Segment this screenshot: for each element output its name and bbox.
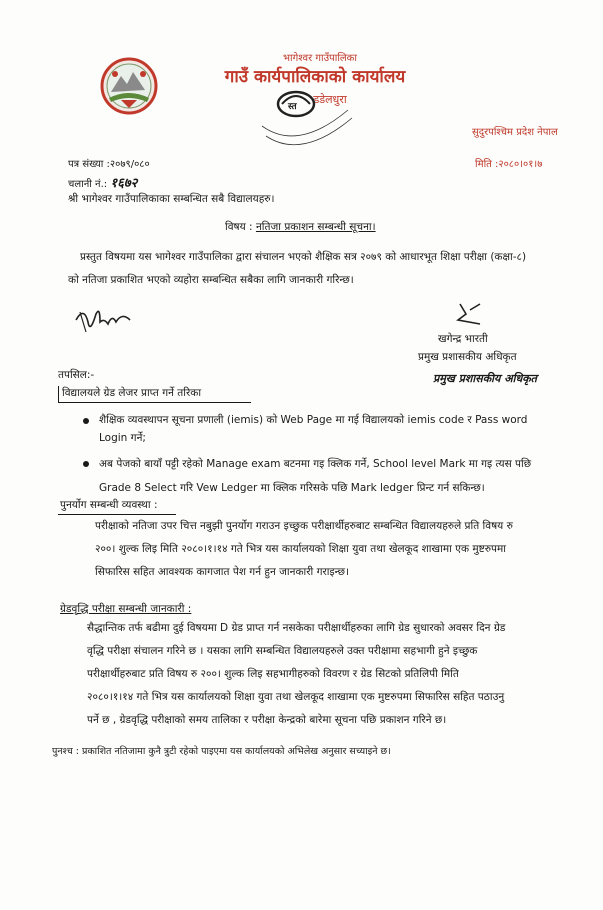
addressee: श्री भागेश्वर गाउँपालिकाका सम्बन्धित सबै विद्यालयहरु। <box>68 193 275 205</box>
svg-text:स्त: स्त <box>288 102 297 112</box>
signatory-name: खगेन्द्र भारती <box>438 333 488 345</box>
designation-stamp: प्रमुख प्रशासकीय अधिकृत <box>433 372 537 385</box>
bullet2-line2: Grade 8 Select गरि Vew Ledger मा क्लिक गरिसके पछि Mark ledger प्रिन्ट गर्न सकिन्छ। <box>99 482 485 494</box>
handwritten-signature-left <box>70 300 140 340</box>
municipality-name-small: भागेश्वर गाउँपालिका <box>283 53 357 64</box>
intro-line-2: को नतिजा प्रकाशित भएको व्यहोरा सम्बन्धित सबैका लागि जानकारी गरिन्छ। <box>68 274 354 286</box>
nepal-emblem-icon <box>97 54 161 118</box>
office-stamp-icon <box>248 82 358 162</box>
section3-line1: सैद्धान्तिक तर्फ बढीमा दुई विषयमा D ग्रेड प्राप्त गर्न नसकेका परीक्षार्थीहरुका लागि ग्रेड सुधारको अवसर दिन ग्रेड <box>87 622 506 634</box>
bullet-dot <box>83 418 89 424</box>
letter-date: मिति :२०८०।०१।७ <box>475 159 543 170</box>
subject-line <box>225 218 376 236</box>
subject-label: विषय : <box>225 221 253 233</box>
bullet-dot <box>83 461 89 467</box>
section3-line3: परीक्षार्थीहरुबाट प्रति विषय रु २००। शुल्क लिइ सहभागीहरुको विवरण र ग्रेड सिटको प्रतिलिपी मिति <box>87 668 459 680</box>
section3-line4: २०८०।१।१४ गते भित्र यस कार्यालयको शिक्षा युवा तथा खेलकूद शाखामा एक मुष्टरुपमा सिफारिस सहित पठाउनु <box>87 691 505 703</box>
subject-text: नतिजा प्रकाशन सम्बन्धी सूचना। <box>255 221 376 233</box>
section1-underline <box>58 402 251 403</box>
bullet1-line2: Login गर्ने; <box>99 432 146 444</box>
section2-underline <box>58 514 176 515</box>
section2-heading: पुनर्योग सम्बन्धी व्यवस्था : <box>60 499 158 511</box>
office-title: गाउँ कार्यपालिकाको कार्यालय <box>224 67 406 87</box>
section2-line3: सिफारिस सहित आवश्यक कागजात पेश गर्न हुन जानकारी गराइन्छ। <box>95 566 350 578</box>
dispatch-label: चलानी नं.: <box>68 179 108 190</box>
section3-heading: ग्रेडवृद्धि परीक्षा सम्बन्धी जानकारी : <box>60 603 192 615</box>
bullet2-line1: अब पेजको बायाँ पट्टी रहेको Manage exam बटनमा गइ क्लिक गर्ने, School level Mark मा गइ त्यस पछि <box>99 458 532 470</box>
section1-bracket <box>58 386 59 402</box>
office-address: डडेलधुरा <box>313 93 347 106</box>
section2-line2: २००। शुल्क लिइ मिति २०८०।१।१४ गते भित्र यस कार्यालयको शिक्षा युवा तथा खेलकूद शाखामा एक मुष्टरुपमा <box>95 543 507 555</box>
province-label: सुदुरपश्चिम प्रदेश नेपाल <box>472 127 558 138</box>
intro-line-1: प्रस्तुत विषयमा यस भागेश्वर गाउँपालिका द्वारा संचालन भएको शैक्षिक सत्र २०७९ को आधारभूत शिक्षा परीक्षा (कक्षा-८) <box>80 251 527 263</box>
section3-line5: पर्ने छ , ग्रेडवृद्धि परीक्षाको समय तालिका र परीक्षा केन्द्रको बारेमा सूचना पछि प्रकाशन गरिने छ। <box>87 714 447 726</box>
footnote: पुनश्च : प्रकाशित नतिजामा कुनै त्रुटी रहेको पाइएमा यस कार्यालयको अभिलेख अनुसार सच्याइने छ। <box>52 746 391 757</box>
section2-line1: परीक्षाको नतिजा उपर चित्त नबुझी पुनर्योग गराउन इच्छुक परीक्षार्थीहरुबाट सम्बन्धित विद्यालयहरुले प्रति विषय रु <box>95 520 513 532</box>
signatory-designation: प्रमुख प्रशासकीय अधिकृत <box>418 351 517 363</box>
dispatch-number <box>68 173 137 191</box>
dispatch-value: १६७२ <box>110 176 138 191</box>
details-label: तपसिल:- <box>58 369 95 381</box>
section1-heading: विद्यालयले ग्रेड लेजर प्राप्त गर्ने तरिका <box>62 387 202 399</box>
bullet1-line1: शैक्षिक व्यवस्थापन सूचना प्रणाली (iemis) को Web Page मा गई विद्यालयको iemis code र Pass word <box>99 414 528 426</box>
section3-line2: वृद्धि परीक्षा संचालन गरिने छ । यसका लागि सम्बन्धित विद्यालयहरुले उक्त परीक्षामा सहभागी हुने इच्छुक <box>87 645 478 657</box>
letter-number: पत्र संख्या :२०७९/०८० <box>68 159 150 170</box>
